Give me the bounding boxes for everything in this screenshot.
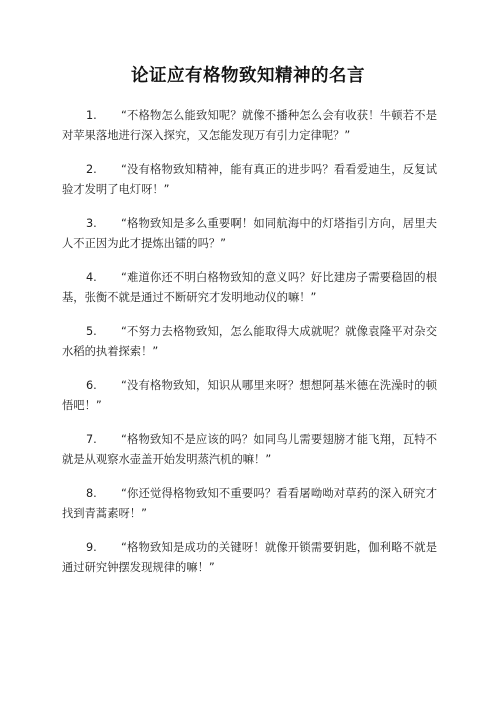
item-text: “你还觉得格物致知不重要吗？看看屠呦呦对草药的深入研究才找到青蒿素呀！” bbox=[62, 487, 437, 520]
list-item bbox=[62, 538, 437, 578]
item-number: 9. bbox=[86, 541, 97, 554]
item-number: 8. bbox=[86, 487, 97, 500]
item-number: 1. bbox=[86, 109, 97, 122]
item-number: 7. bbox=[86, 433, 97, 446]
quote-list bbox=[62, 106, 437, 592]
list-item bbox=[62, 322, 437, 362]
item-number: 5. bbox=[86, 325, 97, 338]
item-text: “不格物怎么能致知呢？就像不播种怎么会有收获！牛顿若不是对苹果落地进行深入探究，又怎能发现万有引力定律呢？” bbox=[62, 109, 437, 142]
page-title: 论证应有格物致知精神的名言 bbox=[131, 66, 365, 86]
item-text: “难道你还不明白格物致知的意义吗？好比建房子需要稳固的根基，张衡不就是通过不断研究才发明地动仪的嘛！” bbox=[62, 271, 437, 304]
list-item bbox=[62, 376, 437, 416]
item-text: “格物致知是多么重要啊！如同航海中的灯塔指引方向，居里夫人不正因为此才提炼出镭的吗？” bbox=[62, 217, 437, 250]
list-item bbox=[62, 160, 437, 200]
item-number: 2. bbox=[86, 163, 97, 176]
item-text: “没有格物致知精神，能有真正的进步吗？看看爱迪生，反复试验才发明了电灯呀！” bbox=[62, 163, 437, 196]
list-item bbox=[62, 484, 437, 524]
item-number: 6. bbox=[86, 379, 97, 392]
item-number: 4. bbox=[86, 271, 97, 284]
item-number: 3. bbox=[86, 217, 97, 230]
item-text: “格物致知不是应该的吗？如同鸟儿需要翅膀才能飞翔，瓦特不就是从观察水壶盖开始发明蒸汽机的嘛！” bbox=[62, 433, 437, 466]
item-text: “没有格物致知，知识从哪里来呀？想想阿基米德在洗澡时的顿悟吧！” bbox=[62, 379, 437, 412]
list-item bbox=[62, 430, 437, 470]
item-text: “格物致知是成功的关键呀！就像开锁需要钥匙，伽利略不就是通过研究钟摆发现规律的嘛！” bbox=[62, 541, 437, 574]
list-item bbox=[62, 106, 437, 146]
list-item bbox=[62, 268, 437, 308]
list-item bbox=[62, 214, 437, 254]
item-text: “不努力去格物致知，怎么能取得大成就呢？就像袁隆平对杂交水稻的执着探索！” bbox=[62, 325, 437, 358]
